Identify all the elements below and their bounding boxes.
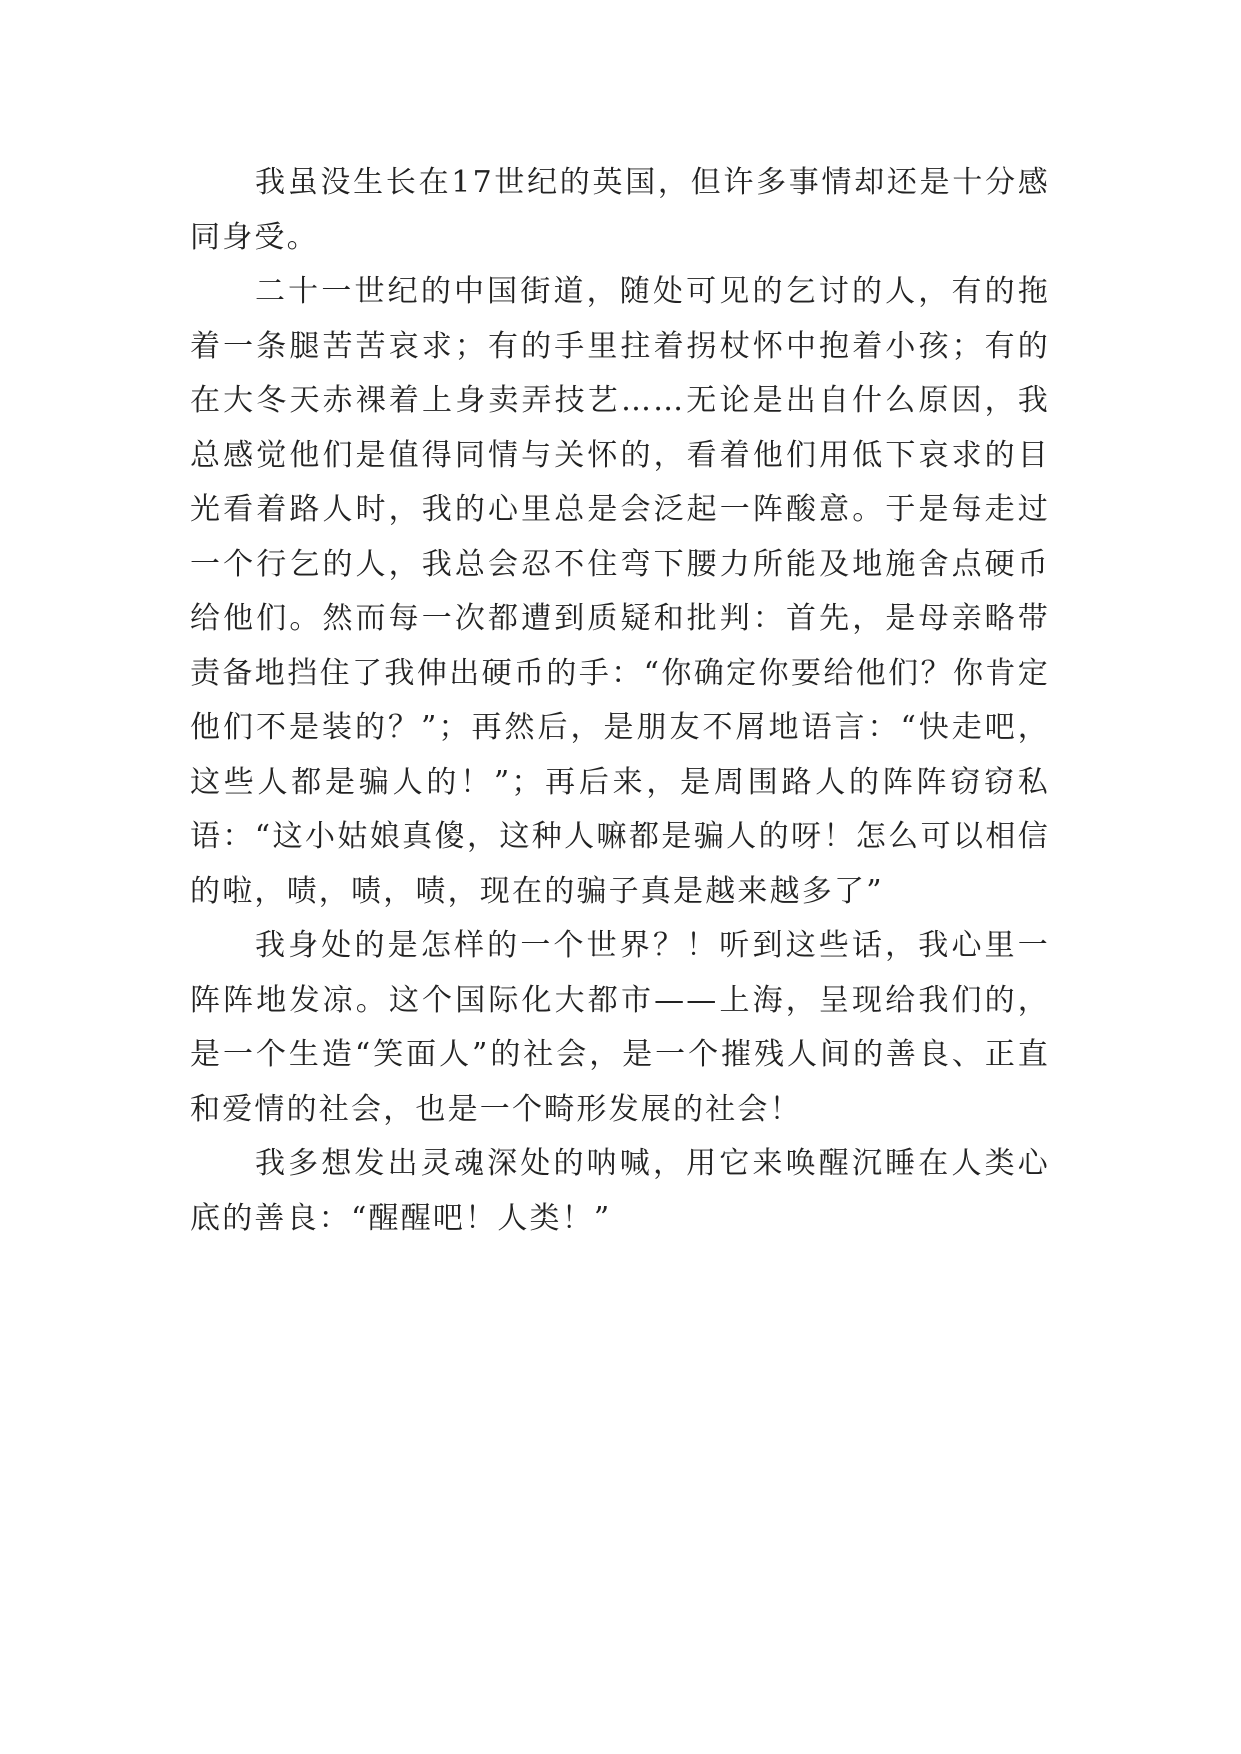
document-body xyxy=(190,156,1050,1246)
paragraph-4: 我多想发出灵魂深处的呐喊，用它来唤醒沉睡在人类心底的善良：“醒醒吧！人类！” xyxy=(190,1146,1050,1236)
paragraph-1: 我虽没生长在17世纪的英国，但许多事情却还是十分感同身受。 xyxy=(190,165,1050,255)
paragraph-2: 二十一世纪的中国街道，随处可见的乞讨的人，有的拖着一条腿苦苦哀求；有的手里拄着拐杖怀中抱着小孩；有的在大冬天赤裸着上身卖弄技艺……无论是出自什么原因，我总感觉他们是值得同情与关怀的，看着他们用低下哀求的目光看着路人时，我的心里总是会泛起一阵酸意。于是每走过一个行乞的人，我总会忍不住弯下腰力所能及地施舍点硬币给他们。然而每一次都遭到质疑和批判：首先，是母亲略带责备地挡住了我伸出硬币的手：“你确定你要给他们？你肯定他们不是装的？”；再然后，是朋友不屑地语言：“快走吧，这些人都是骗人的！”；再后来，是周围路人的阵阵窃窃私语：“这小姑娘真傻，这种人嘛都是骗人的呀！怎么可以相信的啦，啧，啧，啧，现在的骗子真是越来越多了” xyxy=(190,274,1050,909)
paragraph-3: 我身处的是怎样的一个世界？！听到这些话，我心里一阵阵地发凉。这个国际化大都市——上海，呈现给我们的，是一个生造“笑面人”的社会，是一个摧残人间的善良、正直和爱情的社会，也是一个畸形发展的社会！ xyxy=(190,928,1050,1127)
